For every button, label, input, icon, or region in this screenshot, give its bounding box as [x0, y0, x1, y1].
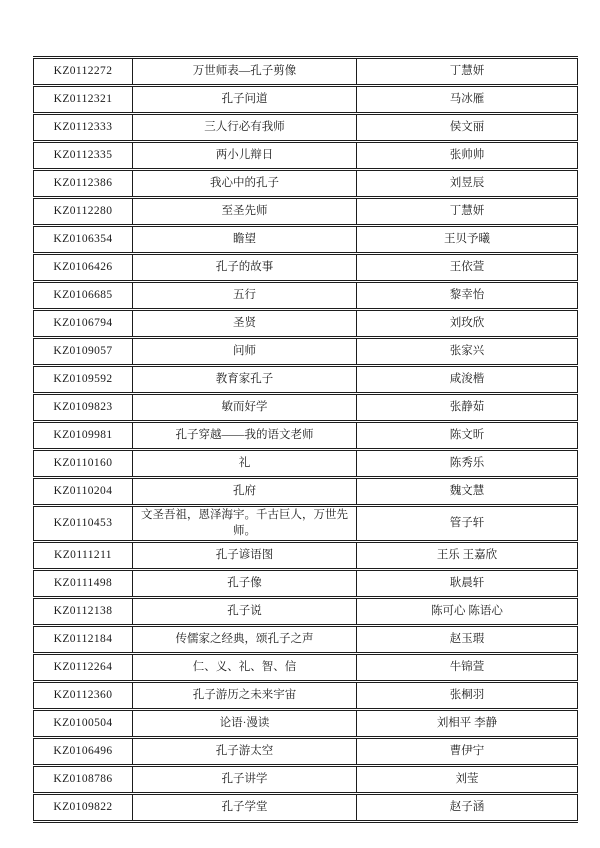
author-name-cell: 耿晨轩 [357, 570, 578, 598]
author-name-cell: 赵子涵 [357, 794, 578, 822]
author-name-cell: 赵玉瑕 [357, 626, 578, 654]
work-title-cell: 孔子游太空 [133, 738, 357, 766]
table-row [34, 738, 578, 766]
author-name-cell: 曹伊宁 [357, 738, 578, 766]
work-title-cell: 孔子问道 [133, 86, 357, 114]
work-title-cell: 孔子谚语图 [133, 542, 357, 570]
author-name-cell: 王依萱 [357, 254, 578, 282]
work-title-cell: 孔子穿越——我的语文老师 [133, 422, 357, 450]
table-row [34, 710, 578, 738]
entry-list-table [33, 56, 578, 823]
entry-id-cell: KZ0106426 [34, 254, 133, 282]
table-row [34, 366, 578, 394]
work-title-cell: 瞻望 [133, 226, 357, 254]
table-row [34, 654, 578, 682]
work-title-cell: 孔子像 [133, 570, 357, 598]
work-title-cell: 文圣吾祖，恩泽海宇。千古巨人，万世先师。 [133, 506, 357, 542]
table-row [34, 450, 578, 478]
entry-id-cell: KZ0109981 [34, 422, 133, 450]
table-row [34, 310, 578, 338]
author-name-cell: 咸浚楷 [357, 366, 578, 394]
table-row [34, 198, 578, 226]
entry-id-cell: KZ0111211 [34, 542, 133, 570]
entry-id-cell: KZ0112138 [34, 598, 133, 626]
author-name-cell: 张桐羽 [357, 682, 578, 710]
work-title-cell: 仁、义、礼、智、信 [133, 654, 357, 682]
entry-id-cell: KZ0100504 [34, 710, 133, 738]
table-row [34, 338, 578, 366]
table-row [34, 58, 578, 86]
work-title-cell: 孔子讲学 [133, 766, 357, 794]
author-name-cell: 陈秀乐 [357, 450, 578, 478]
entry-list-table-container [33, 56, 568, 823]
work-title-cell: 论语·漫读 [133, 710, 357, 738]
entry-id-cell: KZ0112184 [34, 626, 133, 654]
author-name-cell: 侯文丽 [357, 114, 578, 142]
author-name-cell: 张帅帅 [357, 142, 578, 170]
entry-id-cell: KZ0109822 [34, 794, 133, 822]
entry-id-cell: KZ0109823 [34, 394, 133, 422]
entry-id-cell: KZ0109592 [34, 366, 133, 394]
work-title-cell: 敏而好学 [133, 394, 357, 422]
table-row [34, 626, 578, 654]
table-row [34, 142, 578, 170]
entry-id-cell: KZ0112335 [34, 142, 133, 170]
author-name-cell: 陈文昕 [357, 422, 578, 450]
entry-id-cell: KZ0112264 [34, 654, 133, 682]
work-title-cell: 两小儿辩日 [133, 142, 357, 170]
author-name-cell: 马冰雁 [357, 86, 578, 114]
entry-id-cell: KZ0112280 [34, 198, 133, 226]
table-row [34, 794, 578, 822]
entry-id-cell: KZ0112272 [34, 58, 133, 86]
work-title-cell: 礼 [133, 450, 357, 478]
work-title-cell: 我心中的孔子 [133, 170, 357, 198]
entry-id-cell: KZ0106496 [34, 738, 133, 766]
work-title-cell: 五行 [133, 282, 357, 310]
author-name-cell: 黎幸怡 [357, 282, 578, 310]
author-name-cell: 管子轩 [357, 506, 578, 542]
author-name-cell: 张家兴 [357, 338, 578, 366]
author-name-cell: 牛锦萱 [357, 654, 578, 682]
entry-id-cell: KZ0110453 [34, 506, 133, 542]
table-row [34, 254, 578, 282]
table-row [34, 170, 578, 198]
table-row [34, 542, 578, 570]
table-row [34, 766, 578, 794]
entry-id-cell: KZ0112321 [34, 86, 133, 114]
work-title-cell: 至圣先师 [133, 198, 357, 226]
entry-id-cell: KZ0110204 [34, 478, 133, 506]
table-row [34, 570, 578, 598]
work-title-cell: 孔子说 [133, 598, 357, 626]
author-name-cell: 魏文慧 [357, 478, 578, 506]
author-name-cell: 刘相平 李静 [357, 710, 578, 738]
author-name-cell: 丁慧妍 [357, 198, 578, 226]
author-name-cell: 刘莹 [357, 766, 578, 794]
author-name-cell: 陈可心 陈语心 [357, 598, 578, 626]
table-row [34, 114, 578, 142]
work-title-cell: 孔子学堂 [133, 794, 357, 822]
work-title-cell: 传儒家之经典，颂孔子之声 [133, 626, 357, 654]
work-title-cell: 教育家孔子 [133, 366, 357, 394]
author-name-cell: 王乐 王嘉欣 [357, 542, 578, 570]
entry-id-cell: KZ0111498 [34, 570, 133, 598]
work-title-cell: 问师 [133, 338, 357, 366]
entry-list-table-body [34, 58, 578, 822]
author-name-cell: 刘玫欣 [357, 310, 578, 338]
entry-id-cell: KZ0112333 [34, 114, 133, 142]
entry-id-cell: KZ0106794 [34, 310, 133, 338]
entry-id-cell: KZ0108786 [34, 766, 133, 794]
entry-id-cell: KZ0112386 [34, 170, 133, 198]
entry-id-cell: KZ0110160 [34, 450, 133, 478]
work-title-cell: 三人行必有我师 [133, 114, 357, 142]
table-row [34, 478, 578, 506]
work-title-cell: 孔子的故事 [133, 254, 357, 282]
author-name-cell: 王贝予曦 [357, 226, 578, 254]
table-row [34, 682, 578, 710]
entry-id-cell: KZ0106685 [34, 282, 133, 310]
work-title-cell: 孔府 [133, 478, 357, 506]
entry-id-cell: KZ0106354 [34, 226, 133, 254]
entry-id-cell: KZ0112360 [34, 682, 133, 710]
author-name-cell: 张静茹 [357, 394, 578, 422]
author-name-cell: 丁慧妍 [357, 58, 578, 86]
table-row [34, 422, 578, 450]
entry-id-cell: KZ0109057 [34, 338, 133, 366]
table-row [34, 226, 578, 254]
work-title-cell: 圣贤 [133, 310, 357, 338]
table-row [34, 282, 578, 310]
table-row [34, 506, 578, 542]
author-name-cell: 刘昱辰 [357, 170, 578, 198]
work-title-cell: 孔子游历之未来宇宙 [133, 682, 357, 710]
table-row [34, 598, 578, 626]
work-title-cell: 万世师表—孔子剪像 [133, 58, 357, 86]
table-row [34, 86, 578, 114]
table-row [34, 394, 578, 422]
